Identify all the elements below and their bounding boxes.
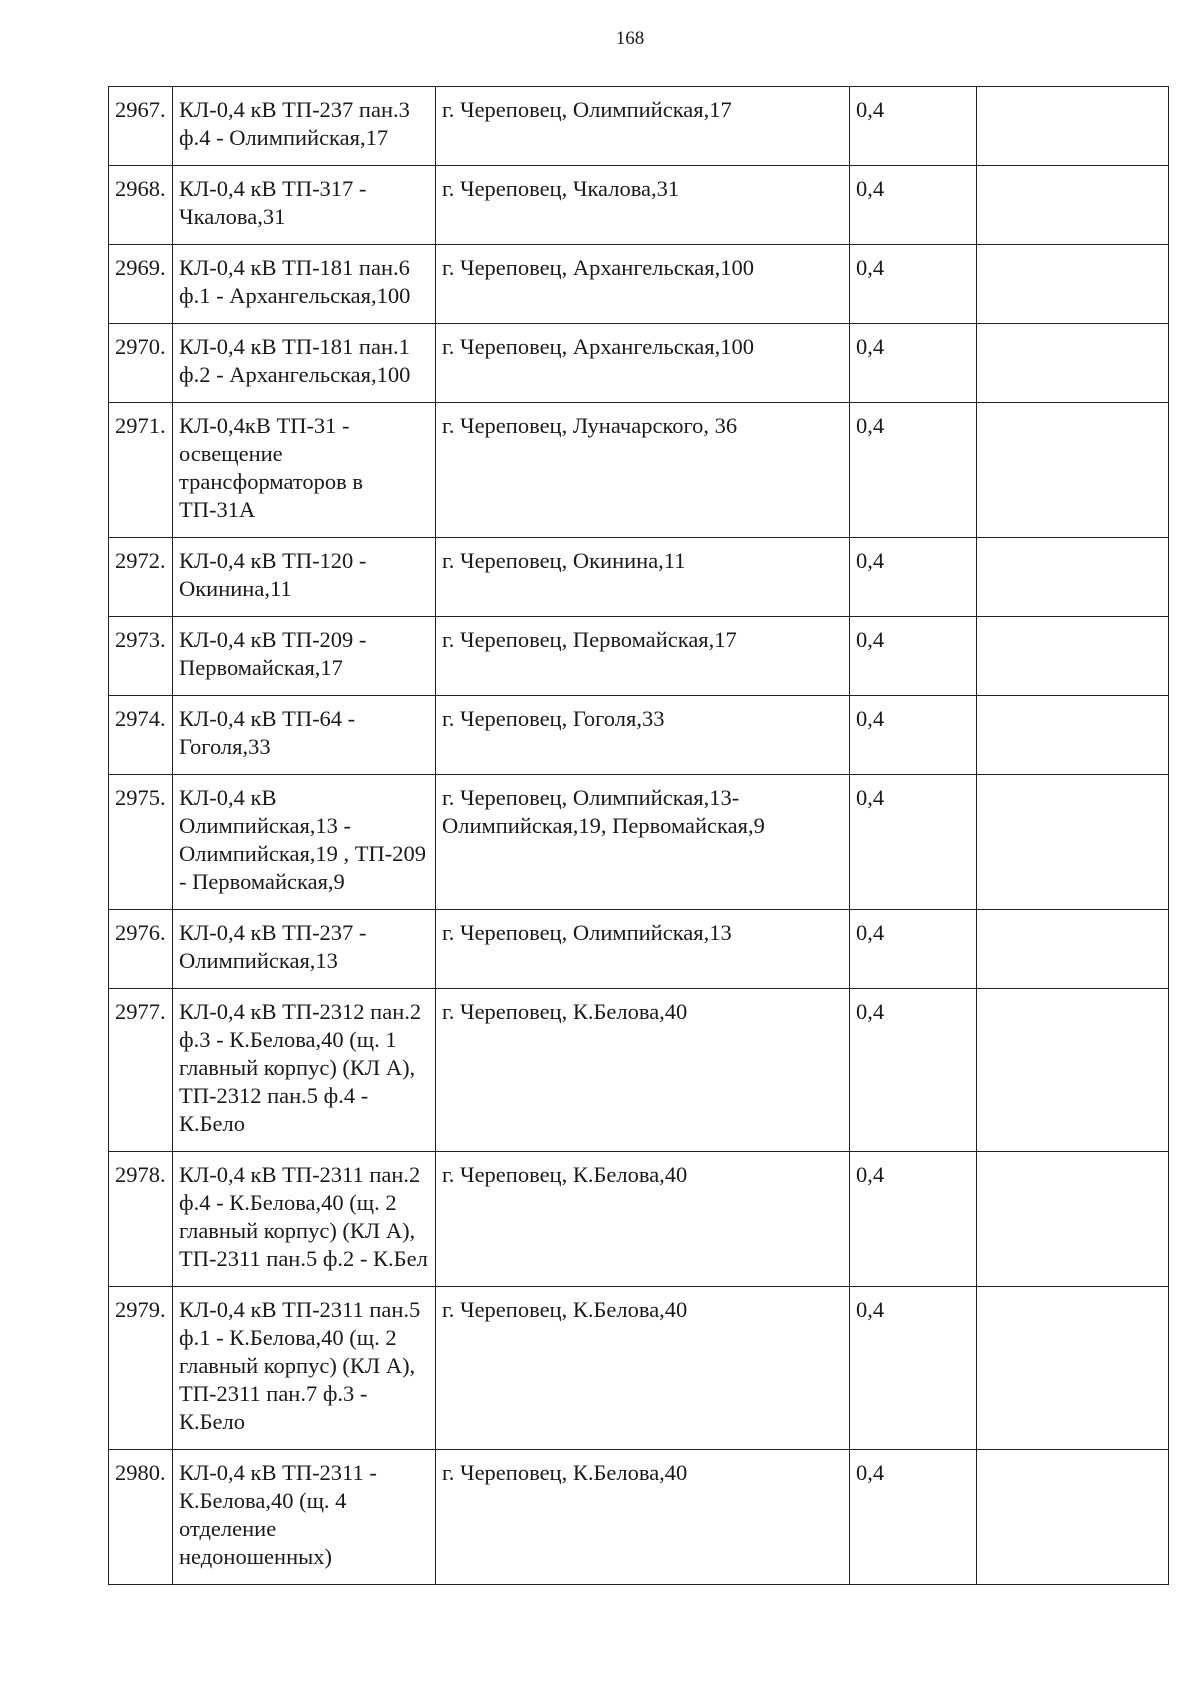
table-row (109, 245, 1169, 324)
address-cell: г. Череповец, Архангельская,100 (436, 245, 850, 324)
extra-cell (977, 1287, 1169, 1450)
address-cell: г. Череповец, К.Белова,40 (436, 1287, 850, 1450)
line-name-cell: КЛ-0,4 кВ ТП-237 пан.3 ф.4 - Олимпийская,17 (173, 87, 436, 166)
address-cell: г. Череповец, Олимпийская,13-Олимпийская,19, Первомайская,9 (436, 775, 850, 910)
line-name-cell: КЛ-0,4 кВ ТП-2311 пан.5 ф.1 - К.Белова,40 (щ. 2 главный корпус) (КЛ А), ТП-2311 пан.7 ф.3 - К.Бело (173, 1287, 436, 1450)
line-name-cell: КЛ-0,4 кВ ТП-120 - Окинина,11 (173, 538, 436, 617)
extra-cell (977, 538, 1169, 617)
row-number-cell: 2971. (109, 403, 173, 538)
extra-cell (977, 324, 1169, 403)
row-number-cell: 2969. (109, 245, 173, 324)
address-cell: г. Череповец, Луначарского, 36 (436, 403, 850, 538)
line-name-cell: КЛ-0,4 кВ ТП-181 пан.6 ф.1 - Архангельская,100 (173, 245, 436, 324)
extra-cell (977, 1152, 1169, 1287)
line-name-cell: КЛ-0,4кВ ТП-31 - освещение трансформаторов в ТП-31А (173, 403, 436, 538)
table-row (109, 1450, 1169, 1585)
row-number-cell: 2967. (109, 87, 173, 166)
extra-cell (977, 617, 1169, 696)
table-row (109, 910, 1169, 989)
extra-cell (977, 696, 1169, 775)
line-name-cell: КЛ-0,4 кВ ТП-64 - Гоголя,33 (173, 696, 436, 775)
row-number-cell: 2980. (109, 1450, 173, 1585)
voltage-cell: 0,4 (850, 1450, 977, 1585)
voltage-cell: 0,4 (850, 1152, 977, 1287)
voltage-cell: 0,4 (850, 989, 977, 1152)
line-name-cell: КЛ-0,4 кВ ТП-2311 - К.Белова,40 (щ. 4 отделение недоношенных) (173, 1450, 436, 1585)
line-name-cell: КЛ-0,4 кВ ТП-237 - Олимпийская,13 (173, 910, 436, 989)
line-name-cell: КЛ-0,4 кВ ТП-181 пан.1 ф.2 - Архангельская,100 (173, 324, 436, 403)
table-row (109, 696, 1169, 775)
voltage-cell: 0,4 (850, 245, 977, 324)
voltage-cell: 0,4 (850, 403, 977, 538)
address-cell: г. Череповец, Чкалова,31 (436, 166, 850, 245)
address-cell: г. Череповец, К.Белова,40 (436, 989, 850, 1152)
row-number-cell: 2976. (109, 910, 173, 989)
extra-cell (977, 166, 1169, 245)
extra-cell (977, 1450, 1169, 1585)
line-name-cell: КЛ-0,4 кВ ТП-2311 пан.2 ф.4 - К.Белова,40 (щ. 2 главный корпус) (КЛ А), ТП-2311 пан.5 ф.2 - К.Бел (173, 1152, 436, 1287)
address-cell: г. Череповец, Олимпийская,13 (436, 910, 850, 989)
address-cell: г. Череповец, Олимпийская,17 (436, 87, 850, 166)
table-row (109, 538, 1169, 617)
row-number-cell: 2972. (109, 538, 173, 617)
extra-cell (977, 775, 1169, 910)
address-cell: г. Череповец, Гоголя,33 (436, 696, 850, 775)
voltage-cell: 0,4 (850, 775, 977, 910)
table-row (109, 166, 1169, 245)
row-number-cell: 2975. (109, 775, 173, 910)
extra-cell (977, 989, 1169, 1152)
table-row (109, 1152, 1169, 1287)
voltage-cell: 0,4 (850, 324, 977, 403)
voltage-cell: 0,4 (850, 166, 977, 245)
address-cell: г. Череповец, Архангельская,100 (436, 324, 850, 403)
line-name-cell: КЛ-0,4 кВ ТП-209 - Первомайская,17 (173, 617, 436, 696)
line-name-cell: КЛ-0,4 кВ ТП-317 - Чкалова,31 (173, 166, 436, 245)
line-name-cell: КЛ-0,4 кВ ТП-2312 пан.2 ф.3 - К.Белова,40 (щ. 1 главный корпус) (КЛ А), ТП-2312 пан.5 ф.4 - К.Бело (173, 989, 436, 1152)
extra-cell (977, 910, 1169, 989)
voltage-cell: 0,4 (850, 617, 977, 696)
address-cell: г. Череповец, К.Белова,40 (436, 1450, 850, 1585)
table-row (109, 87, 1169, 166)
table-row (109, 775, 1169, 910)
table-row (109, 1287, 1169, 1450)
line-name-cell: КЛ-0,4 кВ Олимпийская,13 - Олимпийская,19 , ТП-209 - Первомайская,9 (173, 775, 436, 910)
extra-cell (977, 245, 1169, 324)
extra-cell (977, 403, 1169, 538)
row-number-cell: 2978. (109, 1152, 173, 1287)
row-number-cell: 2974. (109, 696, 173, 775)
voltage-cell: 0,4 (850, 696, 977, 775)
table-row (109, 989, 1169, 1152)
page-number: 168 (615, 28, 645, 49)
registry-table-body (109, 87, 1169, 1585)
voltage-cell: 0,4 (850, 538, 977, 617)
address-cell: г. Череповец, К.Белова,40 (436, 1152, 850, 1287)
row-number-cell: 2979. (109, 1287, 173, 1450)
table-row (109, 324, 1169, 403)
row-number-cell: 2973. (109, 617, 173, 696)
address-cell: г. Череповец, Окинина,11 (436, 538, 850, 617)
table-row (109, 403, 1169, 538)
voltage-cell: 0,4 (850, 87, 977, 166)
row-number-cell: 2968. (109, 166, 173, 245)
registry-table (108, 86, 1169, 1585)
row-number-cell: 2977. (109, 989, 173, 1152)
voltage-cell: 0,4 (850, 910, 977, 989)
table-row (109, 617, 1169, 696)
address-cell: г. Череповец, Первомайская,17 (436, 617, 850, 696)
extra-cell (977, 87, 1169, 166)
voltage-cell: 0,4 (850, 1287, 977, 1450)
row-number-cell: 2970. (109, 324, 173, 403)
